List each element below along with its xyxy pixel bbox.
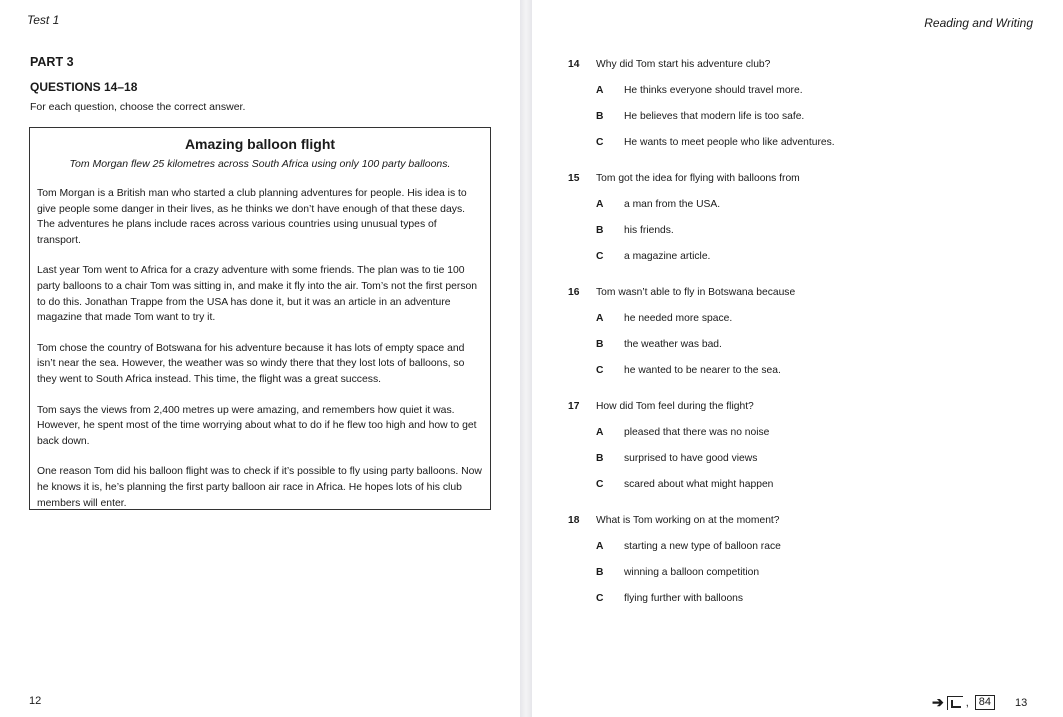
option-letter: C <box>596 250 604 262</box>
option-text: a man from the USA. <box>624 198 721 210</box>
page-gutter <box>520 0 532 717</box>
article-subtitle: Tom Morgan flew 25 kilometres across South Africa using only 100 party balloons. <box>69 158 451 170</box>
option-text: scared about what might happen <box>624 478 774 490</box>
instruction: For each question, choose the correct answer. <box>30 101 246 113</box>
part-title: PART 3 <box>30 55 74 69</box>
article-paragraph: Tom Morgan is a British man who started a club planning adventures for people. His idea is to give people some danger in their lives, as he thinks we don’t have enough of that these days. The adventures he plans include races across various countries using unusual types of transport. <box>37 188 467 246</box>
article-paragraph: Last year Tom went to Africa for a crazy adventure with some friends. The plan was to tie 100 party balloons to a chair Tom was sitting in, and make it fly into the air. Tom’s not the first person to do this. Jonathan Trappe from the USA has done it, but it was an article in an adventure magazine that made Tom want to try it. <box>37 265 478 324</box>
option-text: the weather was bad. <box>624 338 722 350</box>
question-number: 18 <box>568 514 580 526</box>
option-text: he needed more space. <box>624 312 733 324</box>
option-14-c[interactable] <box>568 135 1038 149</box>
left-page <box>0 0 520 717</box>
article-paragraph: Tom chose the country of Botswana for his adventure because it has lots of empty space and isn’t near the sea. However, the weather was so windy there that they lost lots of balloons, so they went to South Africa instead. This time, the flight was a great success. <box>37 342 465 385</box>
question-text: Tom wasn’t able to fly in Botswana because <box>596 286 796 298</box>
option-16-c[interactable] <box>568 363 1038 377</box>
page-jump-box[interactable]: 84 <box>975 695 995 710</box>
option-17-b[interactable] <box>568 451 1038 465</box>
option-15-b[interactable] <box>568 223 1038 237</box>
option-text: his friends. <box>624 224 674 236</box>
option-text: He wants to meet people who like adventures. <box>624 136 835 148</box>
option-16-b[interactable] <box>568 337 1038 351</box>
question-14 <box>568 57 1038 149</box>
article-paragraph: One reason Tom did his balloon flight was to check if it’s possible to fly using party balloons. Now he knows it is, he’s planning the first party balloon air race in Africa. He hopes lots of his club members will enter. <box>37 466 482 509</box>
option-letter: A <box>596 198 604 210</box>
article-box <box>29 127 491 510</box>
option-letter: B <box>596 338 604 350</box>
question-text: Tom got the idea for flying with balloons from <box>596 172 800 184</box>
option-text: starting a new type of balloon race <box>624 540 781 552</box>
option-letter: A <box>596 84 604 96</box>
questions-range: QUESTIONS 14–18 <box>30 80 138 94</box>
article-title: Amazing balloon flight <box>184 136 336 152</box>
option-letter: B <box>596 566 604 578</box>
question-text: Why did Tom start his adventure club? <box>596 58 771 70</box>
question-18 <box>568 513 1038 605</box>
page-number-right: 13 <box>1015 696 1028 709</box>
page-number-left: 12 <box>29 695 42 707</box>
option-letter: C <box>596 592 604 604</box>
question-text: How did Tom feel during the flight? <box>596 400 754 412</box>
option-text: a magazine article. <box>624 250 711 262</box>
option-16-a[interactable] <box>568 311 1038 325</box>
option-14-a[interactable] <box>568 83 1038 97</box>
arrow-right-icon[interactable]: ➔ <box>932 694 944 710</box>
question-number: 15 <box>568 172 580 184</box>
option-letter: A <box>596 540 604 552</box>
option-text: he wanted to be nearer to the sea. <box>624 364 781 376</box>
question-number: 14 <box>568 58 580 70</box>
option-text: surprised to have good views <box>624 452 758 464</box>
option-15-c[interactable] <box>568 249 1038 263</box>
footer-separator: , <box>965 696 969 709</box>
question-17 <box>568 399 1038 491</box>
question-16 <box>568 285 1038 377</box>
option-15-a[interactable] <box>568 197 1038 211</box>
option-text: flying further with balloons <box>624 592 744 604</box>
option-text: pleased that there was no noise <box>624 426 770 438</box>
option-letter: B <box>596 224 604 236</box>
corner-glyph-icon <box>947 696 963 710</box>
option-14-b[interactable] <box>568 109 1038 123</box>
option-18-b[interactable] <box>568 565 1038 579</box>
option-17-c[interactable] <box>568 477 1038 491</box>
question-15 <box>568 171 1038 263</box>
question-number: 17 <box>568 400 580 412</box>
article-paragraph: Tom says the views from 2,400 metres up were amazing, and remembers how quiet it was. However, he spent most of the time worrying about what to do if he flew too high and how to get back down. <box>37 404 477 447</box>
option-letter: A <box>596 426 604 438</box>
footer-nav <box>932 694 1027 711</box>
option-letter: C <box>596 478 604 490</box>
option-18-a[interactable] <box>568 539 1038 553</box>
option-letter: B <box>596 110 604 122</box>
option-17-a[interactable] <box>568 425 1038 439</box>
option-letter: C <box>596 364 604 376</box>
option-text: He believes that modern life is too safe. <box>624 110 805 122</box>
option-letter: C <box>596 136 604 148</box>
question-number: 16 <box>568 286 580 298</box>
option-letter: A <box>596 312 604 324</box>
running-head-section: Reading and Writing <box>924 16 1033 30</box>
option-text: winning a balloon competition <box>624 566 760 578</box>
running-head-test: Test 1 <box>27 13 60 27</box>
question-text: What is Tom working on at the moment? <box>596 514 780 526</box>
option-text: He thinks everyone should travel more. <box>624 84 803 96</box>
option-letter: B <box>596 452 604 464</box>
option-18-c[interactable] <box>568 591 1038 605</box>
